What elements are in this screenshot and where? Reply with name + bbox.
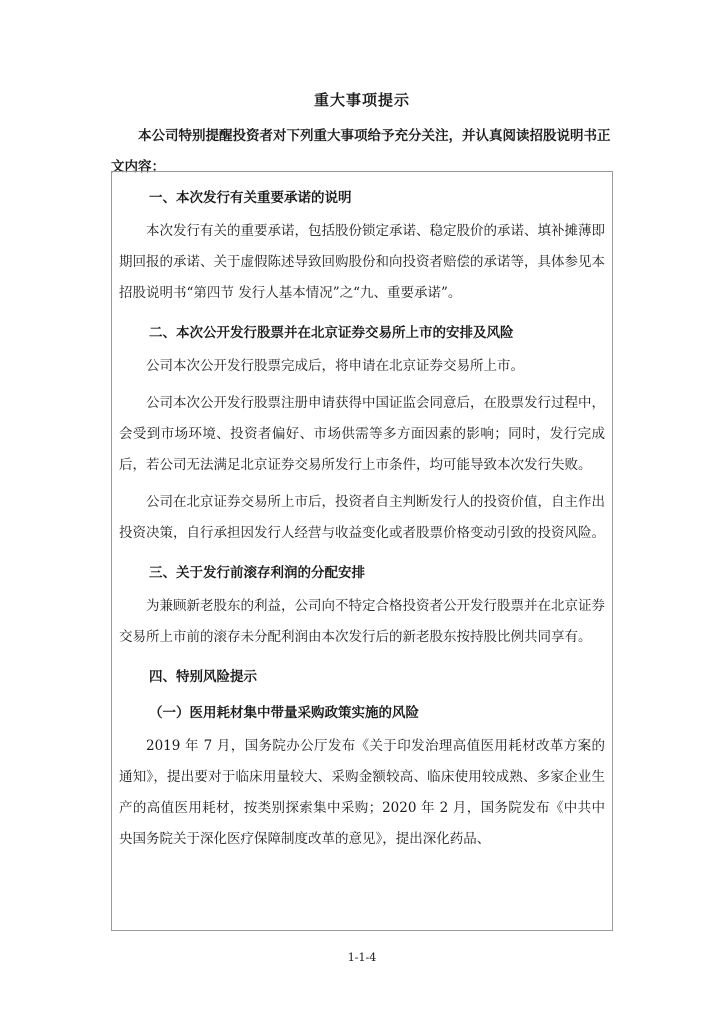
paragraph: 公司在北京证券交易所上市后，投资者自主判断发行人的投资价值，自主作出投资决策，自行承担因发行人经营与收益变化或者股票价格变动引致的投资风险。 (119, 494, 605, 541)
section-heading-profit: 三、关于发行前滚存利润的分配安排 (149, 565, 365, 581)
paragraph: 为兼顾新老股东的利益，公司向不特定合格投资者公开发行股票并在北京证券交易所上市前的滚存未分配利润由本次发行后的新老股东按持股比例共同享有。 (119, 598, 605, 645)
paragraph: 本次发行有关的重要承诺，包括股份锁定承诺、稳定股价的承诺、填补摊薄即期回报的承诺、关于虚假陈述导致回购股份和向投资者赔偿的承诺等，具体参见本招股说明书“第四节 发行人基本情况”之“九、重要承诺”。 (119, 223, 605, 301)
section-heading-commitments: 一、本次发行有关重要承诺的说明 (149, 190, 352, 206)
paragraph: 2019 年 7 月，国务院办公厅发布《关于印发治理高值医用耗材改革方案的通知》，提出要对于临床用量较大、采购金额较高、临床使用较成熟、多家企业生产的高值医用耗材，按类别探索集中采购；2020 年 2 月，国务院发布《中共中央国务院关于深化医疗保障制度改革的意见》，提出深化药品、 (119, 738, 605, 847)
paragraph: 公司本次公开发行股票完成后，将申请在北京证券交易所上市。 (146, 358, 524, 374)
section-heading-risk: 四、特别风险提示 (149, 669, 257, 685)
paragraph: 公司本次公开发行股票注册申请获得中国证监会同意后，在股票发行过程中，会受到市场环境、投资者偏好、市场供需等多方面因素的影响；同时，发行完成后，若公司无法满足北京证券交易所发行上市条件，均可能导致本次发行失败。 (119, 395, 605, 473)
page-number: 1-1-4 (347, 951, 377, 964)
section-heading-listing: 二、本次公开发行股票并在北京证券交易所上市的安排及风险 (149, 325, 514, 341)
subsection-heading-procurement: （一）医用耗材集中带量采购政策实施的风险 (149, 705, 419, 721)
page-title: 重大事项提示 (313, 91, 410, 109)
intro-paragraph: 本公司特别提醒投资者对下列重大事项给予充分关注，并认真阅读招股说明书正文内容： (111, 128, 611, 175)
content-box (111, 171, 613, 931)
